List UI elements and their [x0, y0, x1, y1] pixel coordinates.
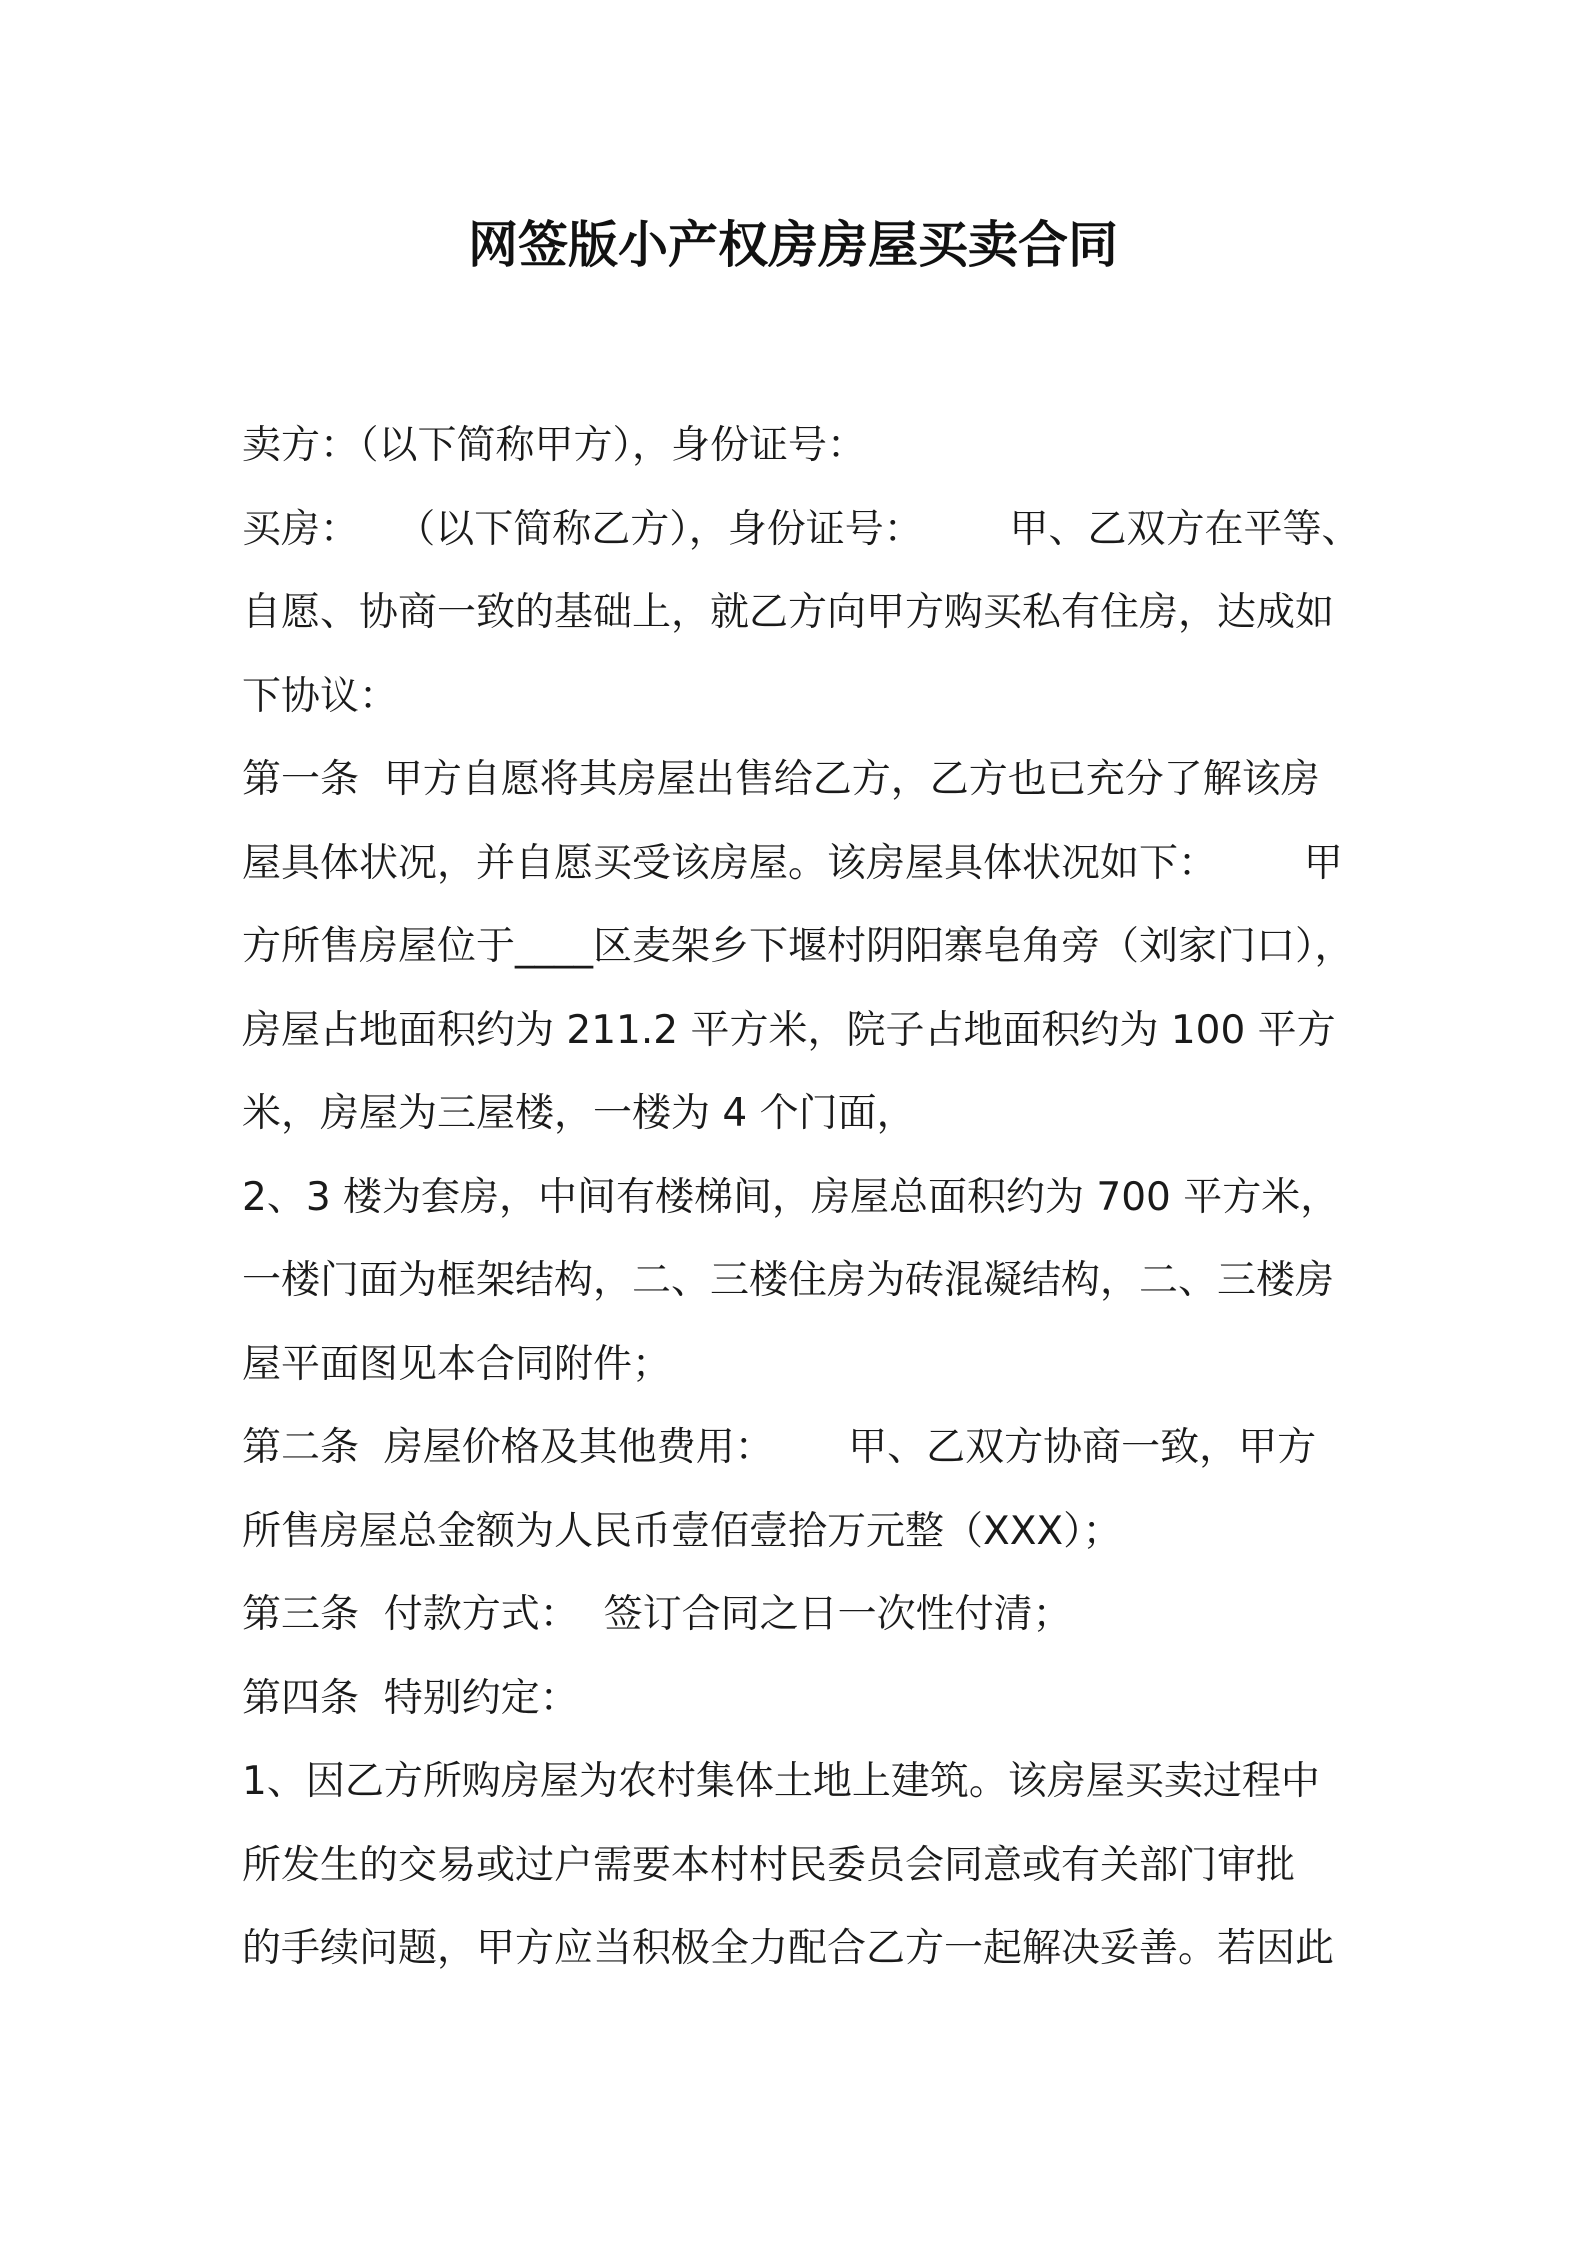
body-line: 1、因乙方所购房屋为农村集体土地上建筑。该房屋买卖过程中	[242, 1759, 1320, 1804]
body-line: 自愿、协商一致的基础上，就乙方向甲方购买私有住房，达成如	[242, 590, 1335, 635]
document-body	[242, 404, 1362, 1991]
body-line-buyer: 买房： （以下简称乙方），身份证号： 甲、乙双方在平等、	[242, 506, 1361, 552]
body-line: 方所售房屋位于____区麦架乡下堰村阴阳寨皂角旁（刘家门口），	[242, 924, 1354, 969]
body-line: 屋具体状况，并自愿买受该房屋。该房屋具体状况如下： 甲	[242, 840, 1343, 886]
article-three-heading-line: 第三条 付款方式： 签订合同之日一次性付清；	[242, 1592, 1072, 1637]
body-line: 一楼门面为框架结构，二、三楼住房为砖混凝结构，二、三楼房	[242, 1258, 1335, 1303]
body-line: 的手续问题，甲方应当积极全力配合乙方一起解决妥善。若因此	[242, 1926, 1335, 1971]
article-two-heading-line: 第二条 房屋价格及其他费用： 甲、乙双方协商一致，甲方	[242, 1425, 1317, 1470]
body-line: 米，房屋为三屋楼，一楼为 4 个门面，	[242, 1091, 916, 1136]
body-line-seller: 卖方：（以下简称甲方），身份证号：	[242, 423, 867, 468]
article-one-heading-line: 第一条 甲方自愿将其房屋出售给乙方，乙方也已充分了解该房	[242, 757, 1320, 802]
body-line: 房屋占地面积约为 211.2 平方米，院子占地面积约为 100 平方	[242, 1007, 1336, 1053]
body-line: 屋平面图见本合同附件；	[242, 1341, 672, 1387]
document-title: 网签版小产权房房屋买卖合同	[468, 216, 1118, 274]
body-line: 2、3 楼为套房，中间有楼梯间，房屋总面积约为 700 平方米，	[242, 1174, 1340, 1220]
body-line: 所售房屋总金额为人民币壹佰壹拾万元整（XXX）；	[242, 1508, 1122, 1554]
body-line: 下协议：	[242, 673, 399, 719]
body-line: 所发生的交易或过户需要本村村民委员会同意或有关部门审批	[242, 1842, 1296, 1888]
article-four-heading-line: 第四条 特别约定：	[242, 1675, 579, 1721]
